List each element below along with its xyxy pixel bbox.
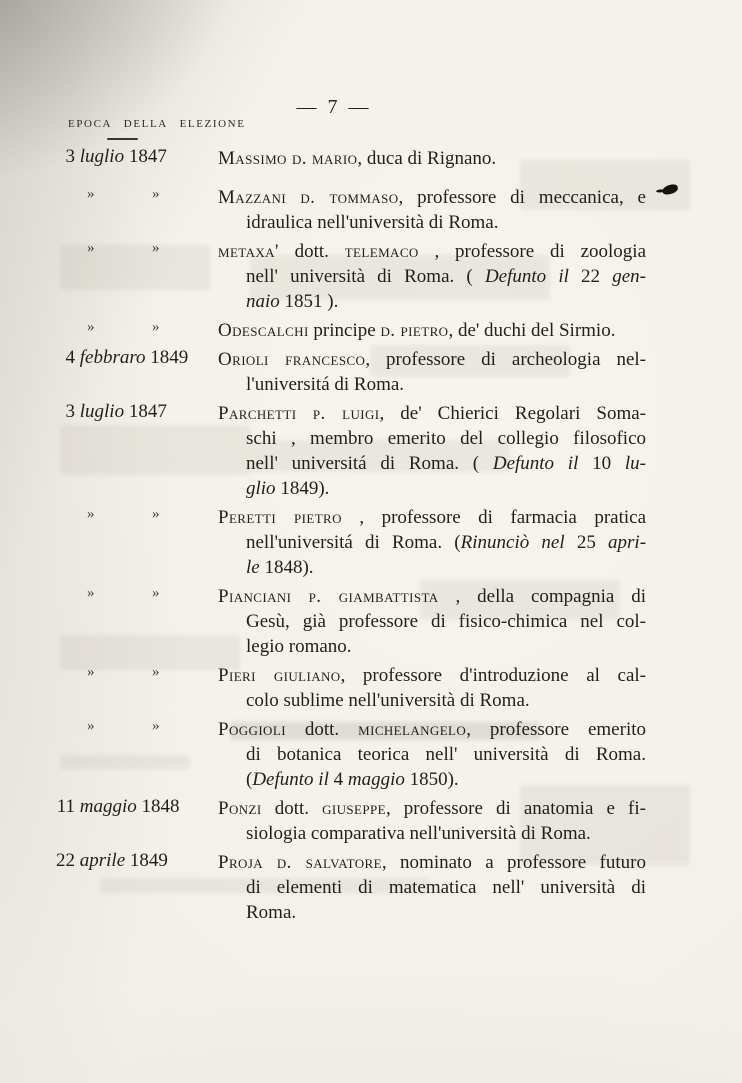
entry-line	[218, 900, 646, 925]
entry-line	[218, 426, 646, 451]
text-segment: Pieri giuliano	[218, 665, 341, 686]
entry-date	[45, 239, 218, 314]
text-segment: schi , membro emerito del collegio filosofico	[246, 428, 646, 449]
entry-date	[45, 318, 218, 343]
entry-date	[45, 347, 218, 397]
margin-header-epoca: EPOCA DELLA ELEZIONE	[68, 118, 246, 130]
ditto-mark: »	[87, 585, 94, 601]
ditto-mark: »	[152, 319, 159, 335]
entry-line	[218, 505, 646, 530]
text-segment: Odescalchi	[218, 320, 309, 341]
text-segment: Pianciani p. giambattista	[218, 586, 439, 607]
entry-row	[45, 663, 646, 713]
date-month: luglio	[75, 401, 125, 422]
entry-line	[218, 530, 646, 555]
text-segment: Massimo d. mario	[218, 148, 358, 169]
text-segment: 1851 ).	[279, 291, 339, 312]
text-segment: , professore di farmacia pratica	[341, 507, 647, 528]
ditto-mark: »	[87, 664, 94, 680]
text-segment: Mazzani d. tommaso	[218, 187, 399, 208]
text-segment: naio	[246, 291, 280, 312]
entry-row	[45, 505, 646, 580]
text-segment: Defunto il	[252, 769, 329, 790]
text-segment: , professore di meccanica, e	[398, 187, 646, 208]
entry-line	[218, 451, 646, 476]
text-segment: (	[246, 769, 253, 790]
entry-row	[45, 239, 646, 314]
entry-row	[45, 146, 646, 171]
date-month: luglio	[75, 146, 125, 167]
entry-line	[218, 347, 646, 372]
date-day: 22	[56, 850, 75, 871]
entry-date	[45, 584, 218, 659]
entry-date	[45, 717, 218, 792]
text-segment: 22	[568, 266, 613, 287]
date-month: aprile	[75, 850, 126, 871]
entry-line	[218, 372, 646, 397]
entry-date	[45, 796, 218, 846]
entry-line	[218, 210, 646, 235]
date-year: 1849	[125, 850, 168, 871]
text-segment: Parchetti p. luigi	[218, 403, 380, 424]
text-segment: Ponzi	[218, 798, 262, 819]
entry-description	[218, 239, 646, 314]
text-segment: apri-	[608, 532, 647, 553]
ditto-mark: »	[152, 506, 159, 522]
text-segment: metaxa'	[218, 241, 279, 262]
entry-line	[218, 634, 646, 659]
text-segment: dott.	[278, 241, 345, 262]
entry-row	[45, 850, 646, 925]
text-segment: , professore di anatomia e fi-	[385, 798, 646, 819]
ditto-mark: »	[152, 585, 159, 601]
text-segment: colo sublime nell'università di Roma.	[246, 690, 530, 711]
text-segment: 1850).	[404, 769, 459, 790]
date-year: 1848	[136, 796, 180, 817]
entry-date	[45, 401, 218, 501]
ditto-mark: »	[87, 718, 94, 734]
entry-line	[218, 401, 646, 426]
text-segment: , professore d'introduzione al cal-	[340, 665, 646, 686]
entry-row	[45, 347, 646, 397]
entry-line	[218, 185, 646, 210]
text-segment: gen-	[612, 266, 646, 287]
entry-line	[218, 663, 646, 688]
entry-row	[45, 401, 646, 501]
entry-row	[45, 584, 646, 659]
date-year: 1849	[145, 347, 189, 368]
text-segment: siologia comparativa nell'università di Roma.	[246, 823, 591, 844]
text-segment: Defunto il	[484, 266, 569, 287]
text-segment: glio	[246, 478, 276, 499]
text-segment: di botanica teorica nell' università di Roma.	[246, 744, 646, 765]
text-segment: Gesù, già professore di fisico-chimica nel col-	[246, 611, 646, 632]
text-segment: dott.	[261, 798, 323, 819]
text-segment: dott.	[285, 719, 359, 740]
ditto-mark: »	[87, 186, 94, 202]
entry-line	[218, 821, 646, 846]
entry-line	[218, 688, 646, 713]
text-segment: Proja d. salvatore	[218, 852, 382, 873]
date-month: febbraro	[75, 347, 146, 368]
entry-line	[218, 264, 646, 289]
text-segment: 25	[564, 532, 609, 553]
entry-line	[218, 850, 646, 875]
entry-description	[218, 347, 646, 397]
entry-line	[218, 239, 646, 264]
entry-line	[218, 796, 646, 821]
ditto-mark: »	[152, 240, 159, 256]
entry-line	[218, 146, 646, 171]
text-segment: maggio	[347, 769, 405, 790]
text-segment: Peretti pietro	[218, 507, 342, 528]
text-segment: Orioli francesco	[218, 349, 366, 370]
entry-description	[218, 663, 646, 713]
text-segment: michelangelo	[358, 719, 467, 740]
text-segment: Roma.	[246, 902, 297, 923]
text-segment: 10	[578, 453, 625, 474]
text-segment: 1849).	[275, 478, 330, 499]
entry-description	[218, 146, 646, 171]
entry-line	[218, 555, 646, 580]
text-segment: d. pietro	[380, 320, 449, 341]
text-segment: , duca di Rignano.	[357, 148, 497, 169]
entry-row	[45, 185, 646, 235]
entry-line	[218, 717, 646, 742]
text-segment: giuseppe	[322, 798, 386, 819]
header-rule	[107, 138, 138, 140]
entry-date	[45, 663, 218, 713]
text-segment: , de' duchi del Sirmio.	[448, 320, 616, 341]
text-segment: , professore di archeologia nel-	[365, 349, 646, 370]
text-segment: le	[246, 557, 260, 578]
text-segment: , professore emerito	[466, 719, 647, 740]
text-segment: principe	[308, 320, 381, 341]
entry-description	[218, 505, 646, 580]
entry-description	[218, 850, 646, 925]
text-segment: 4	[328, 769, 348, 790]
entry-row	[45, 318, 646, 343]
ditto-mark: »	[87, 506, 94, 522]
entry-row	[45, 796, 646, 846]
entry-line	[218, 289, 646, 314]
date-year: 1847	[124, 401, 167, 422]
entry-description	[218, 717, 646, 792]
text-segment: nell' università di Roma. (	[246, 266, 485, 287]
text-segment: , della compagnia di	[438, 586, 646, 607]
text-segment: di elementi di matematica nell' università di	[246, 877, 646, 898]
ditto-mark: »	[87, 240, 94, 256]
entry-description	[218, 401, 646, 501]
entry-date	[45, 185, 218, 235]
text-segment: , de' Chierici Regolari Soma-	[379, 403, 646, 424]
text-segment: , professore di zoologia	[418, 241, 646, 262]
entry-date	[45, 850, 218, 925]
text-segment: nell' universitá di Roma. (	[246, 453, 493, 474]
text-segment: nell'universitá di Roma. (	[246, 532, 461, 553]
entry-description	[218, 318, 646, 343]
ink-blot-mark	[661, 183, 679, 196]
date-month: maggio	[75, 796, 137, 817]
ditto-mark: »	[87, 319, 94, 335]
text-segment: Poggioli	[218, 719, 286, 740]
text-segment: 1848).	[259, 557, 314, 578]
date-day: 11	[56, 796, 75, 817]
ditto-mark: »	[152, 186, 159, 202]
text-segment: telemaco	[344, 241, 419, 262]
text-segment: lu-	[624, 453, 646, 474]
entry-row	[45, 717, 646, 792]
text-segment: Defunto il	[492, 453, 579, 474]
date-day: 3	[65, 146, 75, 167]
page-number: — 7 —	[296, 96, 372, 118]
entry-line	[218, 318, 646, 343]
entry-line	[218, 476, 646, 501]
entry-line	[218, 767, 646, 792]
entry-line	[218, 584, 646, 609]
date-day: 4	[65, 347, 75, 368]
entry-date	[45, 505, 218, 580]
entry-description	[218, 796, 646, 846]
entries-list	[45, 146, 646, 929]
date-day: 3	[65, 401, 75, 422]
entry-line	[218, 742, 646, 767]
text-segment: l'universitá di Roma.	[246, 374, 405, 395]
ditto-mark: »	[152, 664, 159, 680]
entry-line	[218, 875, 646, 900]
ditto-mark: »	[152, 718, 159, 734]
text-segment: , nominato a professore futuro	[381, 852, 646, 873]
entry-date	[45, 146, 218, 171]
text-segment: Rinunciò nel	[460, 532, 565, 553]
entry-description	[218, 185, 646, 235]
entry-description	[218, 584, 646, 659]
text-segment: idraulica nell'università di Roma.	[246, 212, 499, 233]
text-segment: legio romano.	[246, 636, 352, 657]
entry-line	[218, 609, 646, 634]
date-year: 1847	[124, 146, 167, 167]
